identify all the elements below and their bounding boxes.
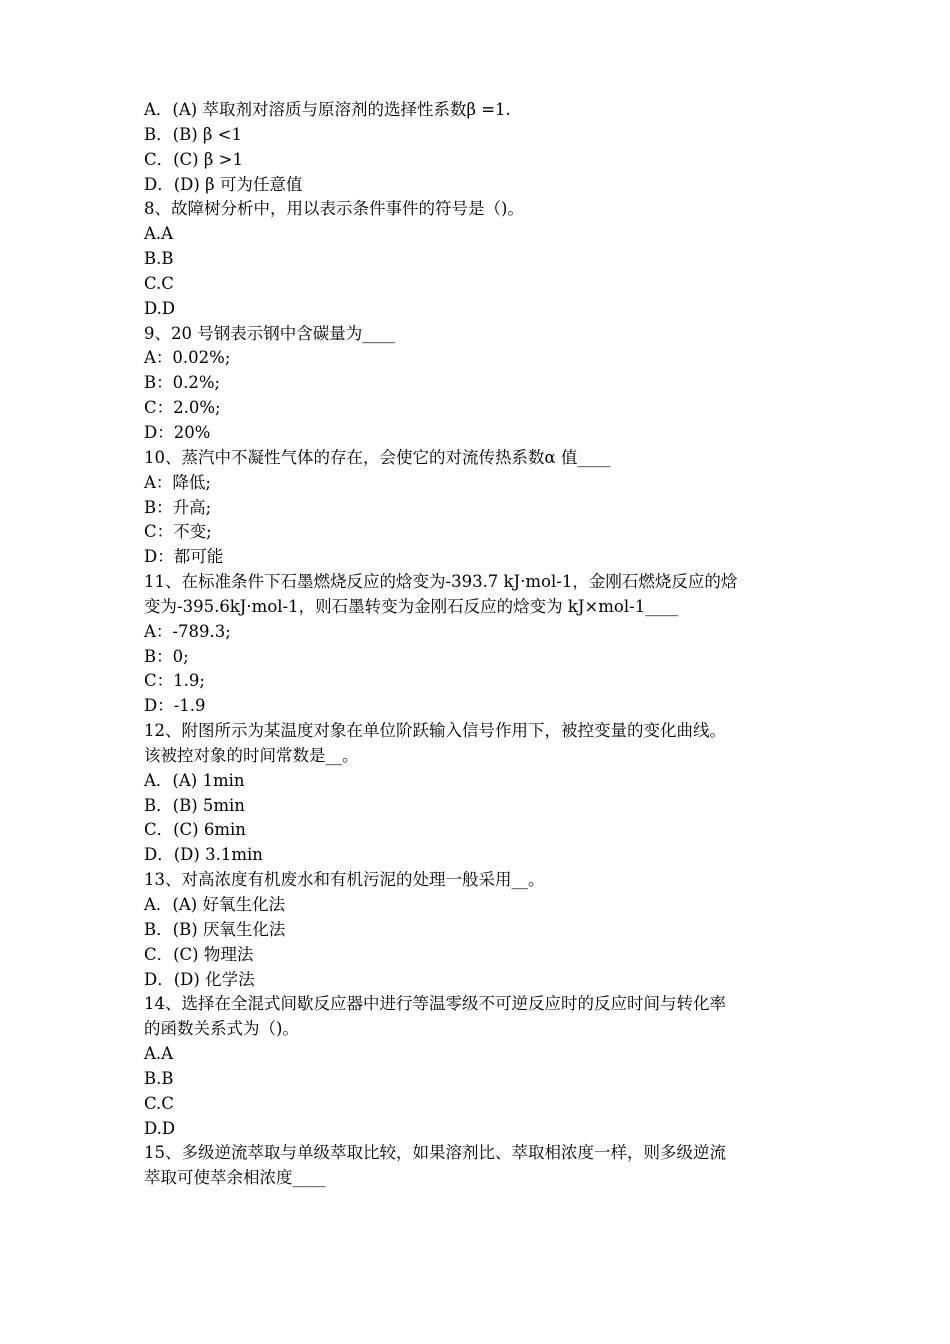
text-line: C.C — [144, 273, 174, 293]
text-line: C：1.9; — [144, 671, 205, 691]
question-11: 11、在标准条件下石墨燃烧反应的焓变为-393.7 kJ·mol-1，金刚石燃烧反应的焓 — [144, 572, 738, 592]
text-line: C：不变; — [144, 522, 212, 542]
text-line: C．(C) 6min — [144, 820, 246, 840]
question-15: 15、多级逆流萃取与单级萃取比较，如果溶剂比、萃取相浓度一样，则多级逆流 — [144, 1143, 726, 1163]
text-line: 萃取可使萃余相浓度____ — [144, 1168, 326, 1188]
text-line: C.C — [144, 1093, 174, 1113]
question-14: 14、选择在全混式间歇反应器中进行等温零级不可逆反应时的反应时间与转化率 — [144, 994, 726, 1014]
text-line: B．(B) 5min — [144, 795, 245, 815]
text-line: D：-1.9 — [144, 696, 206, 716]
text-line: D.D — [144, 298, 176, 318]
text-line: D．(D) β 可为任意值 — [144, 174, 303, 194]
text-line: C：2.0%; — [144, 398, 221, 418]
question-9: 9、20 号钢表示钢中含碳量为____ — [144, 323, 396, 343]
question-13: 13、对高浓度有机废水和有机污泥的处理一般采用__。 — [144, 870, 545, 890]
text-line: C．(C) β >1 — [144, 149, 243, 169]
text-line: D.D — [144, 1118, 176, 1138]
text-line: B：0; — [144, 646, 189, 666]
text-line: A：-789.3; — [144, 621, 231, 641]
text-line: A．(A) 萃取剂对溶质与原溶剂的选择性系数β =1. — [144, 100, 511, 119]
text-line: D：20% — [144, 422, 211, 442]
text-line: B：0.2%; — [144, 373, 221, 393]
question-10: 10、蒸汽中不凝性气体的存在，会使它的对流传热系数α 值____ — [144, 447, 611, 467]
text-line: 该被控对象的时间常数是__。 — [144, 745, 359, 765]
text-line: C．(C) 物理法 — [144, 944, 254, 964]
text-line: 变为-395.6kJ·mol-1，则石墨转变为金刚石反应的焓变为 kJ×mol-1____ — [144, 596, 679, 616]
text-line: B．(B) 厌氧生化法 — [144, 919, 286, 939]
text-line: D．(D) 3.1min — [144, 845, 263, 865]
text-line: D：都可能 — [144, 547, 224, 567]
text-line: A：降低; — [144, 472, 211, 492]
question-12: 12、附图所示为某温度对象在单位阶跃输入信号作用下，被控变量的变化曲线。 — [144, 721, 726, 741]
text-line: B.B — [144, 249, 174, 269]
text-line: A：0.02%; — [144, 348, 231, 368]
document-page — [144, 98, 824, 1191]
text-line: A．(A) 1min — [144, 770, 245, 790]
text-line: B.B — [144, 1068, 174, 1088]
text-line: B：升高; — [144, 497, 212, 517]
text-line: A.A — [144, 224, 174, 244]
question-8: 8、故障树分析中，用以表示条件事件的符号是（)。 — [144, 199, 524, 219]
text-line: D．(D) 化学法 — [144, 969, 255, 989]
text-line: A．(A) 好氧生化法 — [144, 895, 285, 914]
text-line: B．(B) β <1 — [144, 124, 242, 144]
text-line: A.A — [144, 1044, 174, 1064]
text-line: 的函数关系式为（)。 — [144, 1019, 299, 1039]
